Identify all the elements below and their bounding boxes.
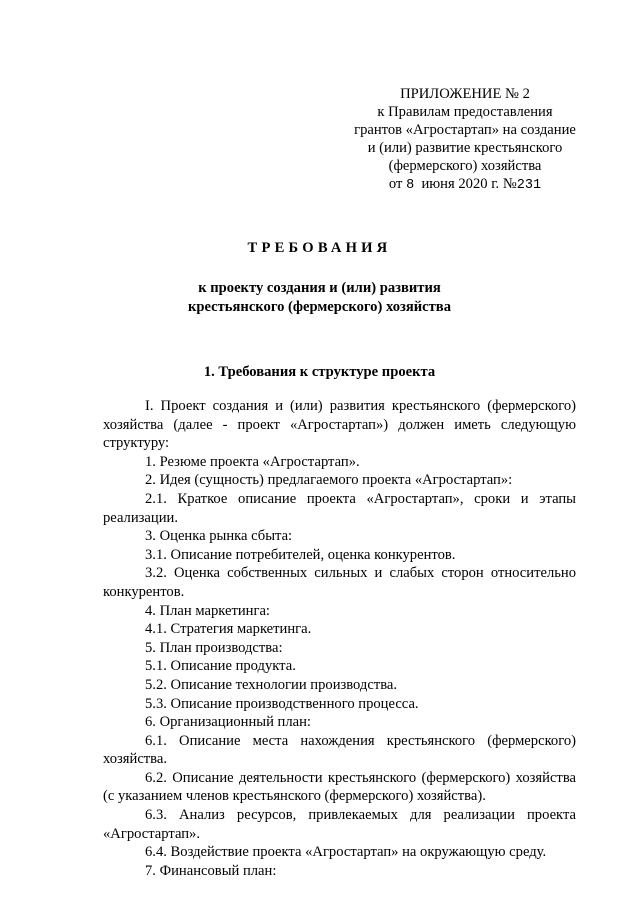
list-item: 1. Резюме проекта «Агростартап». xyxy=(145,453,360,470)
annex-line: (фермерского) хозяйства xyxy=(388,158,542,174)
date-month-year: июня 2020 г. № xyxy=(414,176,517,192)
document-subtitle xyxy=(0,279,639,317)
annex-line: к Правилам предоставления xyxy=(377,104,553,120)
list-item: 6.3. Анализ ресурсов, привлекаемых для реализации проекта «Агростартап». xyxy=(103,807,576,842)
list-item: 5. План производства: xyxy=(145,639,283,656)
list-item: 6. Организационный план: xyxy=(145,714,311,731)
annex-line: и (или) развитие крестьянского xyxy=(367,140,563,156)
list-item: 5.2. Описание технологии производства. xyxy=(145,676,398,693)
document-title: ТРЕБОВАНИЯ xyxy=(247,240,392,256)
annex-date xyxy=(340,175,590,195)
document-body xyxy=(103,397,576,880)
annex-line: грантов «Агростартап» на создание xyxy=(354,122,576,138)
list-item: 4.1. Стратегия маркетинга. xyxy=(145,621,312,638)
list-item: 5.3. Описание производственного процесса. xyxy=(145,695,419,712)
list-item: 7. Финансовый план: xyxy=(145,862,277,879)
list-item: 6.2. Описание деятельности крестьянского (фермерского) хозяйства (с указанием членов крестьянского (фермерского) хозяйства). xyxy=(103,769,576,805)
date-prefix: от xyxy=(388,176,407,192)
date-day: 8 xyxy=(406,178,415,193)
list-item: 6.1. Описание места нахождения крестьянского (фермерского) хозяйства. xyxy=(103,732,576,768)
annex-title: ПРИЛОЖЕНИЕ № 2 xyxy=(400,86,530,102)
section-heading: 1. Требования к структуре проекта xyxy=(203,364,436,380)
list-item: 2.1. Краткое описание проекта «Агростартап», сроки и этапы реализации. xyxy=(103,490,576,526)
list-item: 3.2. Оценка собственных сильных и слабых сторон относительно конкурентов. xyxy=(103,565,576,600)
annex-header xyxy=(340,85,590,195)
subtitle-line: к проекту создания и (или) развития xyxy=(198,280,441,296)
paragraph: I. Проект создания и (или) развития крестьянского (фермерского) хозяйства (далее - проект «Агростартап») должен иметь следующую структуру: xyxy=(103,398,576,452)
date-number: 231 xyxy=(516,178,542,193)
list-item: 5.1. Описание продукта. xyxy=(145,658,296,675)
list-item: 3.1. Описание потребителей, оценка конкурентов. xyxy=(145,546,456,563)
list-item: 3. Оценка рынка сбыта: xyxy=(145,528,293,545)
list-item: 6.4. Воздействие проекта «Агростартап» на окружающую среду. xyxy=(145,844,547,861)
list-item: 2. Идея (сущность) предлагаемого проекта «Агростартап»: xyxy=(145,472,513,489)
list-item: 4. План маркетинга: xyxy=(145,602,270,619)
subtitle-line: крестьянского (фермерского) хозяйства xyxy=(187,299,451,315)
